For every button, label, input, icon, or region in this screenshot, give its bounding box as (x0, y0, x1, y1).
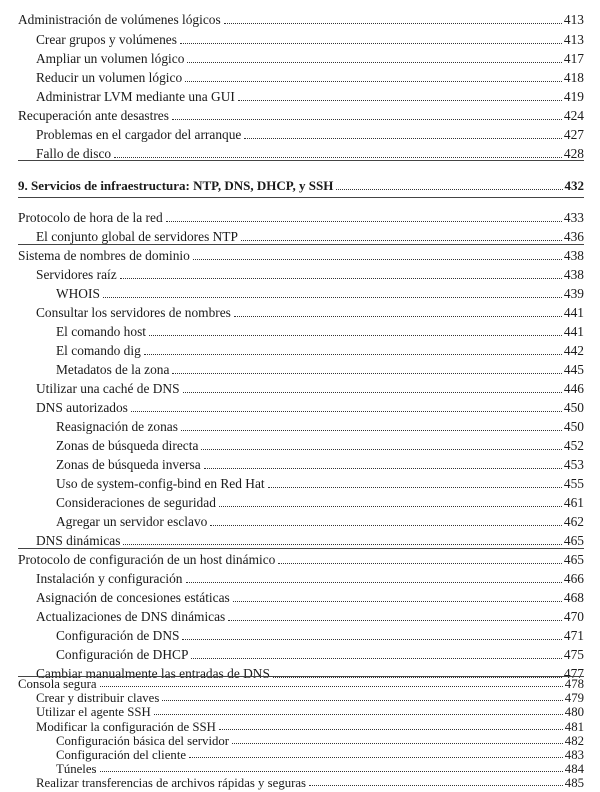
toc-entry[interactable] (56, 417, 584, 435)
dot-leader (120, 278, 562, 279)
toc-entry-page: 413 (563, 32, 584, 47)
toc-entry-title: Uso de system-config-bind en Red Hat (56, 476, 265, 491)
chapter-heading[interactable] (18, 176, 584, 194)
toc-entry-title: Consola segura (18, 677, 97, 691)
toc-entry[interactable] (56, 455, 584, 473)
toc-entry-page: 452 (563, 438, 584, 453)
toc-entry-dhcp[interactable] (18, 550, 584, 568)
dot-leader (204, 468, 562, 469)
divider (18, 197, 584, 198)
toc-entry-ssh[interactable] (18, 677, 584, 691)
toc-entry[interactable] (56, 493, 584, 511)
toc-entry[interactable] (36, 588, 584, 606)
toc-entry-page: 466 (563, 571, 584, 586)
toc-entry-title: Utilizar el agente SSH (36, 705, 151, 720)
toc-entry-title: DNS autorizados (36, 400, 128, 415)
toc-entry-title: DNS dinámicas (36, 533, 121, 548)
toc-entry-title: Túneles (56, 762, 97, 777)
toc-entry-title: WHOIS (56, 286, 100, 301)
divider (18, 160, 584, 161)
toc-entry-dns[interactable] (18, 246, 584, 264)
toc-entry-page: 427 (563, 127, 584, 142)
toc-entry-title: Administración de volúmenes lógicos (18, 12, 221, 27)
toc-entry-page: 428 (563, 146, 584, 161)
toc-entry-title: Crear y distribuir claves (36, 691, 160, 706)
toc-entry-title: Zonas de búsqueda inversa (56, 457, 201, 472)
dot-leader (162, 700, 562, 701)
dot-leader (172, 119, 562, 120)
toc-entry[interactable] (36, 720, 584, 734)
toc-entry-page: 417 (563, 51, 584, 66)
toc-entry-title: Problemas en el cargador del arranque (36, 127, 242, 142)
toc-entry-title: Servidores raíz (36, 267, 117, 282)
toc-entry[interactable] (36, 776, 584, 790)
toc-entry-page: 439 (563, 286, 584, 301)
toc-entry-title: Actualizaciones de DNS dinámicas (36, 609, 226, 624)
toc-entry-title: Cambiar manualmente las entradas de DNS (36, 666, 270, 681)
dot-leader (233, 601, 562, 602)
toc-entry-page: 413 (563, 12, 584, 27)
toc-entry[interactable] (36, 87, 584, 105)
toc-entry-page: 465 (563, 533, 584, 548)
toc-entry-title: Asignación de concesiones estáticas (36, 590, 230, 605)
dot-leader (238, 100, 562, 101)
toc-entry-page: 477 (563, 666, 584, 681)
toc-entry[interactable] (36, 705, 584, 719)
toc-entry-title: El comando dig (56, 343, 141, 358)
toc-entry[interactable] (56, 645, 584, 663)
chapter-title: 9. Servicios de infraestructura: NTP, DNS, DHCP, y SSH (18, 178, 334, 193)
toc-entry-page: 438 (563, 248, 584, 263)
toc-entry[interactable] (36, 68, 584, 86)
toc-entry-page: 485 (564, 776, 584, 791)
dot-leader (210, 525, 562, 526)
toc-entry-title: Consideraciones de seguridad (56, 495, 216, 510)
toc-entry-page: 442 (563, 343, 584, 358)
toc-entry-page: 424 (563, 108, 584, 123)
dot-leader (244, 138, 562, 139)
dot-leader (224, 23, 562, 24)
toc-entry[interactable] (36, 691, 584, 705)
dot-leader (278, 563, 562, 564)
dot-leader (193, 259, 562, 260)
dot-leader (185, 81, 562, 82)
toc-entry-title: Realizar transferencias de archivos rápidas y seguras (36, 776, 307, 791)
dot-leader (182, 639, 561, 640)
toc-entry-title: Modificar la configuración de SSH (36, 719, 216, 734)
dot-leader (181, 430, 562, 431)
toc-entry-page: 480 (564, 705, 584, 720)
toc-entry-page: 482 (564, 733, 584, 748)
dot-leader (103, 297, 562, 298)
toc-entry-recovery[interactable] (18, 106, 584, 124)
toc-entry[interactable] (36, 303, 584, 321)
dot-leader (241, 240, 562, 241)
toc-entry-title: Metadatos de la zona (56, 362, 170, 377)
toc-entry[interactable] (56, 734, 584, 748)
toc-entry-title: Fallo de disco (36, 146, 112, 161)
toc-entry[interactable] (36, 398, 584, 416)
dot-leader (234, 316, 562, 317)
dot-leader (309, 785, 563, 786)
toc-entry-lvm[interactable] (18, 10, 584, 28)
toc-entry[interactable] (56, 748, 584, 762)
dot-leader (228, 620, 562, 621)
dot-leader (154, 714, 563, 715)
toc-entry[interactable] (56, 322, 584, 340)
dot-leader (166, 221, 562, 222)
toc-entry[interactable] (56, 360, 584, 378)
toc-entry-page: 481 (564, 719, 584, 734)
toc-entry[interactable] (56, 626, 584, 644)
toc-entry-page: 436 (563, 229, 584, 244)
toc-entry[interactable] (36, 531, 584, 549)
toc-entry-title: Protocolo de configuración de un host dinámico (18, 552, 276, 567)
toc-entry-page: 418 (563, 70, 584, 85)
toc-entry-title: Consultar los servidores de nombres (36, 305, 231, 320)
toc-entry-page: 478 (564, 677, 584, 691)
toc-entry-title: Crear grupos y volúmenes (36, 32, 177, 47)
chapter-page: 432 (564, 178, 584, 193)
dot-leader (201, 449, 562, 450)
dot-leader (186, 582, 562, 583)
toc-entry-title: Agregar un servidor esclavo (56, 514, 208, 529)
dot-leader (114, 157, 562, 158)
toc-entry-title: Reducir un volumen lógico (36, 70, 183, 85)
toc-entry-page: 441 (563, 305, 584, 320)
toc-entry-title: Recuperación ante desastres (18, 108, 169, 123)
dot-leader (268, 487, 562, 488)
toc-entry-page: 462 (563, 514, 584, 529)
dot-leader (232, 743, 563, 744)
toc-entry-title: Configuración del cliente (56, 748, 187, 762)
dot-leader (336, 189, 562, 190)
toc-entry[interactable] (56, 762, 584, 776)
toc-entry-page: 450 (563, 419, 584, 434)
toc-entry-page: 484 (564, 762, 584, 777)
toc-entry-page: 475 (563, 647, 584, 662)
divider (18, 548, 584, 549)
dot-leader (149, 335, 562, 336)
dot-leader (191, 658, 562, 659)
dot-leader (219, 729, 563, 730)
toc-entry-page: 471 (563, 628, 584, 643)
toc-entry[interactable] (36, 125, 584, 143)
dot-leader (100, 771, 563, 772)
toc-entry[interactable] (36, 30, 584, 48)
toc-entry-title: Utilizar una caché de DNS (36, 381, 180, 396)
toc-entry[interactable] (36, 227, 584, 245)
toc-entry-page: 465 (563, 552, 584, 567)
toc-entry-title: Configuración de DNS (56, 628, 180, 643)
dot-leader (144, 354, 562, 355)
dot-leader (189, 757, 563, 758)
toc-entry-title: Sistema de nombres de dominio (18, 248, 190, 263)
toc-entry-title: El comando host (56, 324, 147, 339)
toc-entry-page: 483 (564, 748, 584, 762)
dot-leader (172, 373, 562, 374)
toc-entry-page: 445 (563, 362, 584, 377)
toc-entry-title: Instalación y configuración (36, 571, 183, 586)
toc-entry[interactable] (36, 569, 584, 587)
dot-leader (100, 686, 563, 687)
toc-entry-page: 450 (563, 400, 584, 415)
toc-entry-title: Configuración básica del servidor (56, 733, 230, 748)
dot-leader (219, 506, 562, 507)
toc-entry-page: 468 (563, 590, 584, 605)
toc-entry[interactable] (56, 284, 584, 302)
toc-entry-ntp[interactable] (18, 208, 584, 226)
toc-entry[interactable] (36, 49, 584, 67)
dot-leader (123, 544, 561, 545)
toc-entry-page: 441 (563, 324, 584, 339)
toc-entry-page: 438 (563, 267, 584, 282)
toc-entry-page: 479 (564, 691, 584, 706)
dot-leader (183, 392, 562, 393)
toc-entry-page: 419 (563, 89, 584, 104)
dot-leader (187, 62, 562, 63)
toc-entry-page: 455 (563, 476, 584, 491)
toc-entry[interactable] (56, 474, 584, 492)
toc-entry-title: Reasignación de zonas (56, 419, 178, 434)
toc-entry-title: Configuración de DHCP (56, 647, 189, 662)
toc-entry[interactable] (56, 436, 584, 454)
toc-entry[interactable] (36, 607, 584, 625)
toc-entry-page: 453 (563, 457, 584, 472)
dot-leader (180, 43, 562, 44)
toc-entry-page: 470 (563, 609, 584, 624)
toc-entry[interactable] (36, 265, 584, 283)
divider (18, 244, 584, 245)
toc-entry-title: Protocolo de hora de la red (18, 210, 163, 225)
toc-entry-title: Ampliar un volumen lógico (36, 51, 185, 66)
toc-entry[interactable] (56, 512, 584, 530)
toc-entry-title: El conjunto global de servidores NTP (36, 229, 238, 244)
toc-entry[interactable] (36, 379, 584, 397)
toc-entry-title: Administrar LVM mediante una GUI (36, 89, 235, 104)
toc-entry[interactable] (56, 341, 584, 359)
toc-entry-page: 461 (563, 495, 584, 510)
toc-entry-title: Zonas de búsqueda directa (56, 438, 199, 453)
toc-entry-page: 433 (563, 210, 584, 225)
dot-leader (131, 411, 562, 412)
toc-entry-page: 446 (563, 381, 584, 396)
